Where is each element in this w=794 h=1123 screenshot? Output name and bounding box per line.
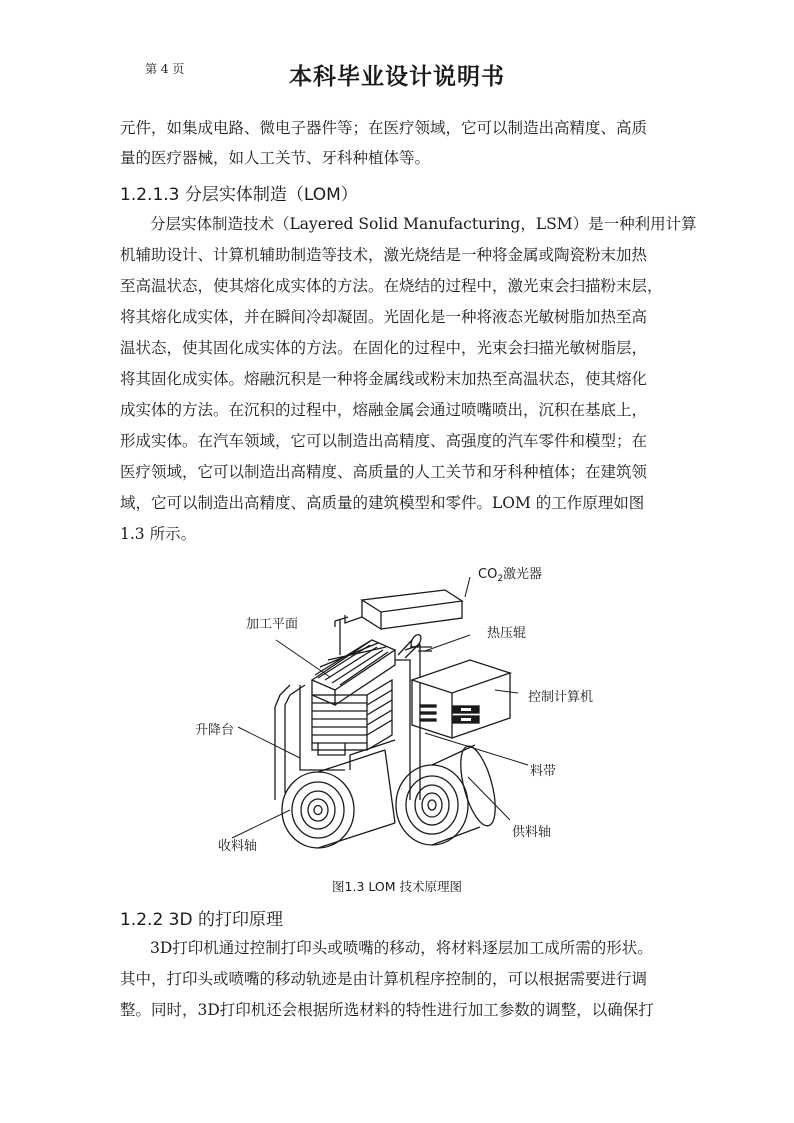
- paragraph-line: 1.3 所示。: [120, 525, 197, 543]
- paragraph-line: 将其熔化成实体，并在瞬间冷却凝固。光固化是一种将液态光敏树脂加热至高: [120, 308, 648, 326]
- label-supply-reel: 供料轴: [512, 825, 552, 840]
- paragraph-line: 温状态，使其固化成实体的方法。在固化的过程中，光束会扫描光敏树脂层，: [120, 339, 648, 357]
- heat-roller: [398, 633, 432, 658]
- paragraph-line: 元件，如集成电路、微电子器件等；在医疗领域，它可以制造出高精度、高质: [120, 119, 648, 137]
- label-take-up-reel: 收料轴: [218, 839, 258, 854]
- paragraph-line: 其中，打印头或喷嘴的移动轨迹是由计算机程序控制的，可以根据需要进行调: [120, 970, 648, 988]
- page-number: 第 4 页: [145, 62, 185, 76]
- paragraph-line: 医疗领域，它可以制造出高精度、高质量的人工关节和牙科种植体；在建筑领: [120, 463, 648, 481]
- paragraph-line: 至高温状态，使其熔化成实体的方法。在烧结的过程中，激光束会扫描粉末层，: [120, 277, 663, 295]
- supply-reel: [396, 743, 502, 845]
- figure-caption: 图1.3 LOM 技术原理图: [332, 879, 462, 894]
- laser-unit: [335, 590, 462, 655]
- paragraph-line: 量的医疗器械，如人工关节、牙科种植体等。: [120, 149, 431, 167]
- take-up-reel: [282, 750, 395, 848]
- document-title: 本科毕业设计说明书: [289, 64, 505, 90]
- paragraph-line: 将其固化成实体。熔融沉积是一种将金属线或粉末加热至高温状态，使其熔化: [120, 370, 648, 388]
- paragraph-line: 成实体的方法。在沉积的过程中，熔融金属会通过喷嘴喷出，沉积在基底上，: [120, 401, 648, 419]
- paragraph-line: 3D打印机通过控制打印头或喷嘴的移动，将材料逐层加工成所需的形状。: [150, 939, 653, 957]
- paragraph-line: 整。同时，3D打印机还会根据所选材料的特性进行加工参数的调整，以确保打: [120, 1001, 654, 1019]
- layer-stack: [312, 680, 392, 755]
- paragraph-line: 形成实体。在汽车领域，它可以制造出高精度、高强度的汽车零件和模型；在: [120, 432, 648, 450]
- label-control-computer: 控制计算机: [528, 690, 594, 705]
- label-lift-table: 升降台: [195, 723, 235, 738]
- paragraph-line: 机辅助设计、计算机辅助制造等技术，激光烧结是一种将金属或陶瓷粉末加热: [120, 246, 648, 264]
- paragraph-line: 域，它可以制造出高精度、高质量的建筑模型和零件。LOM 的工作原理如图: [120, 494, 645, 512]
- section-heading-3d-printing: 1.2.2 3D 的打印原理: [120, 910, 283, 930]
- label-work-plane: 加工平面: [246, 617, 299, 632]
- section-heading-lom: 1.2.1.3 分层实体制造（LOM）: [120, 185, 358, 205]
- label-heat-roller: 热压辊: [487, 626, 527, 641]
- label-material-belt: 料带: [530, 764, 557, 779]
- control-computer: [412, 660, 510, 738]
- lom-diagram: [0, 555, 794, 865]
- label-laser: $CO_2$激光器: [478, 567, 543, 584]
- paragraph-line: 分层实体制造技术（Layered Solid Manufacturing，LSM）是一种利用计算: [150, 215, 697, 233]
